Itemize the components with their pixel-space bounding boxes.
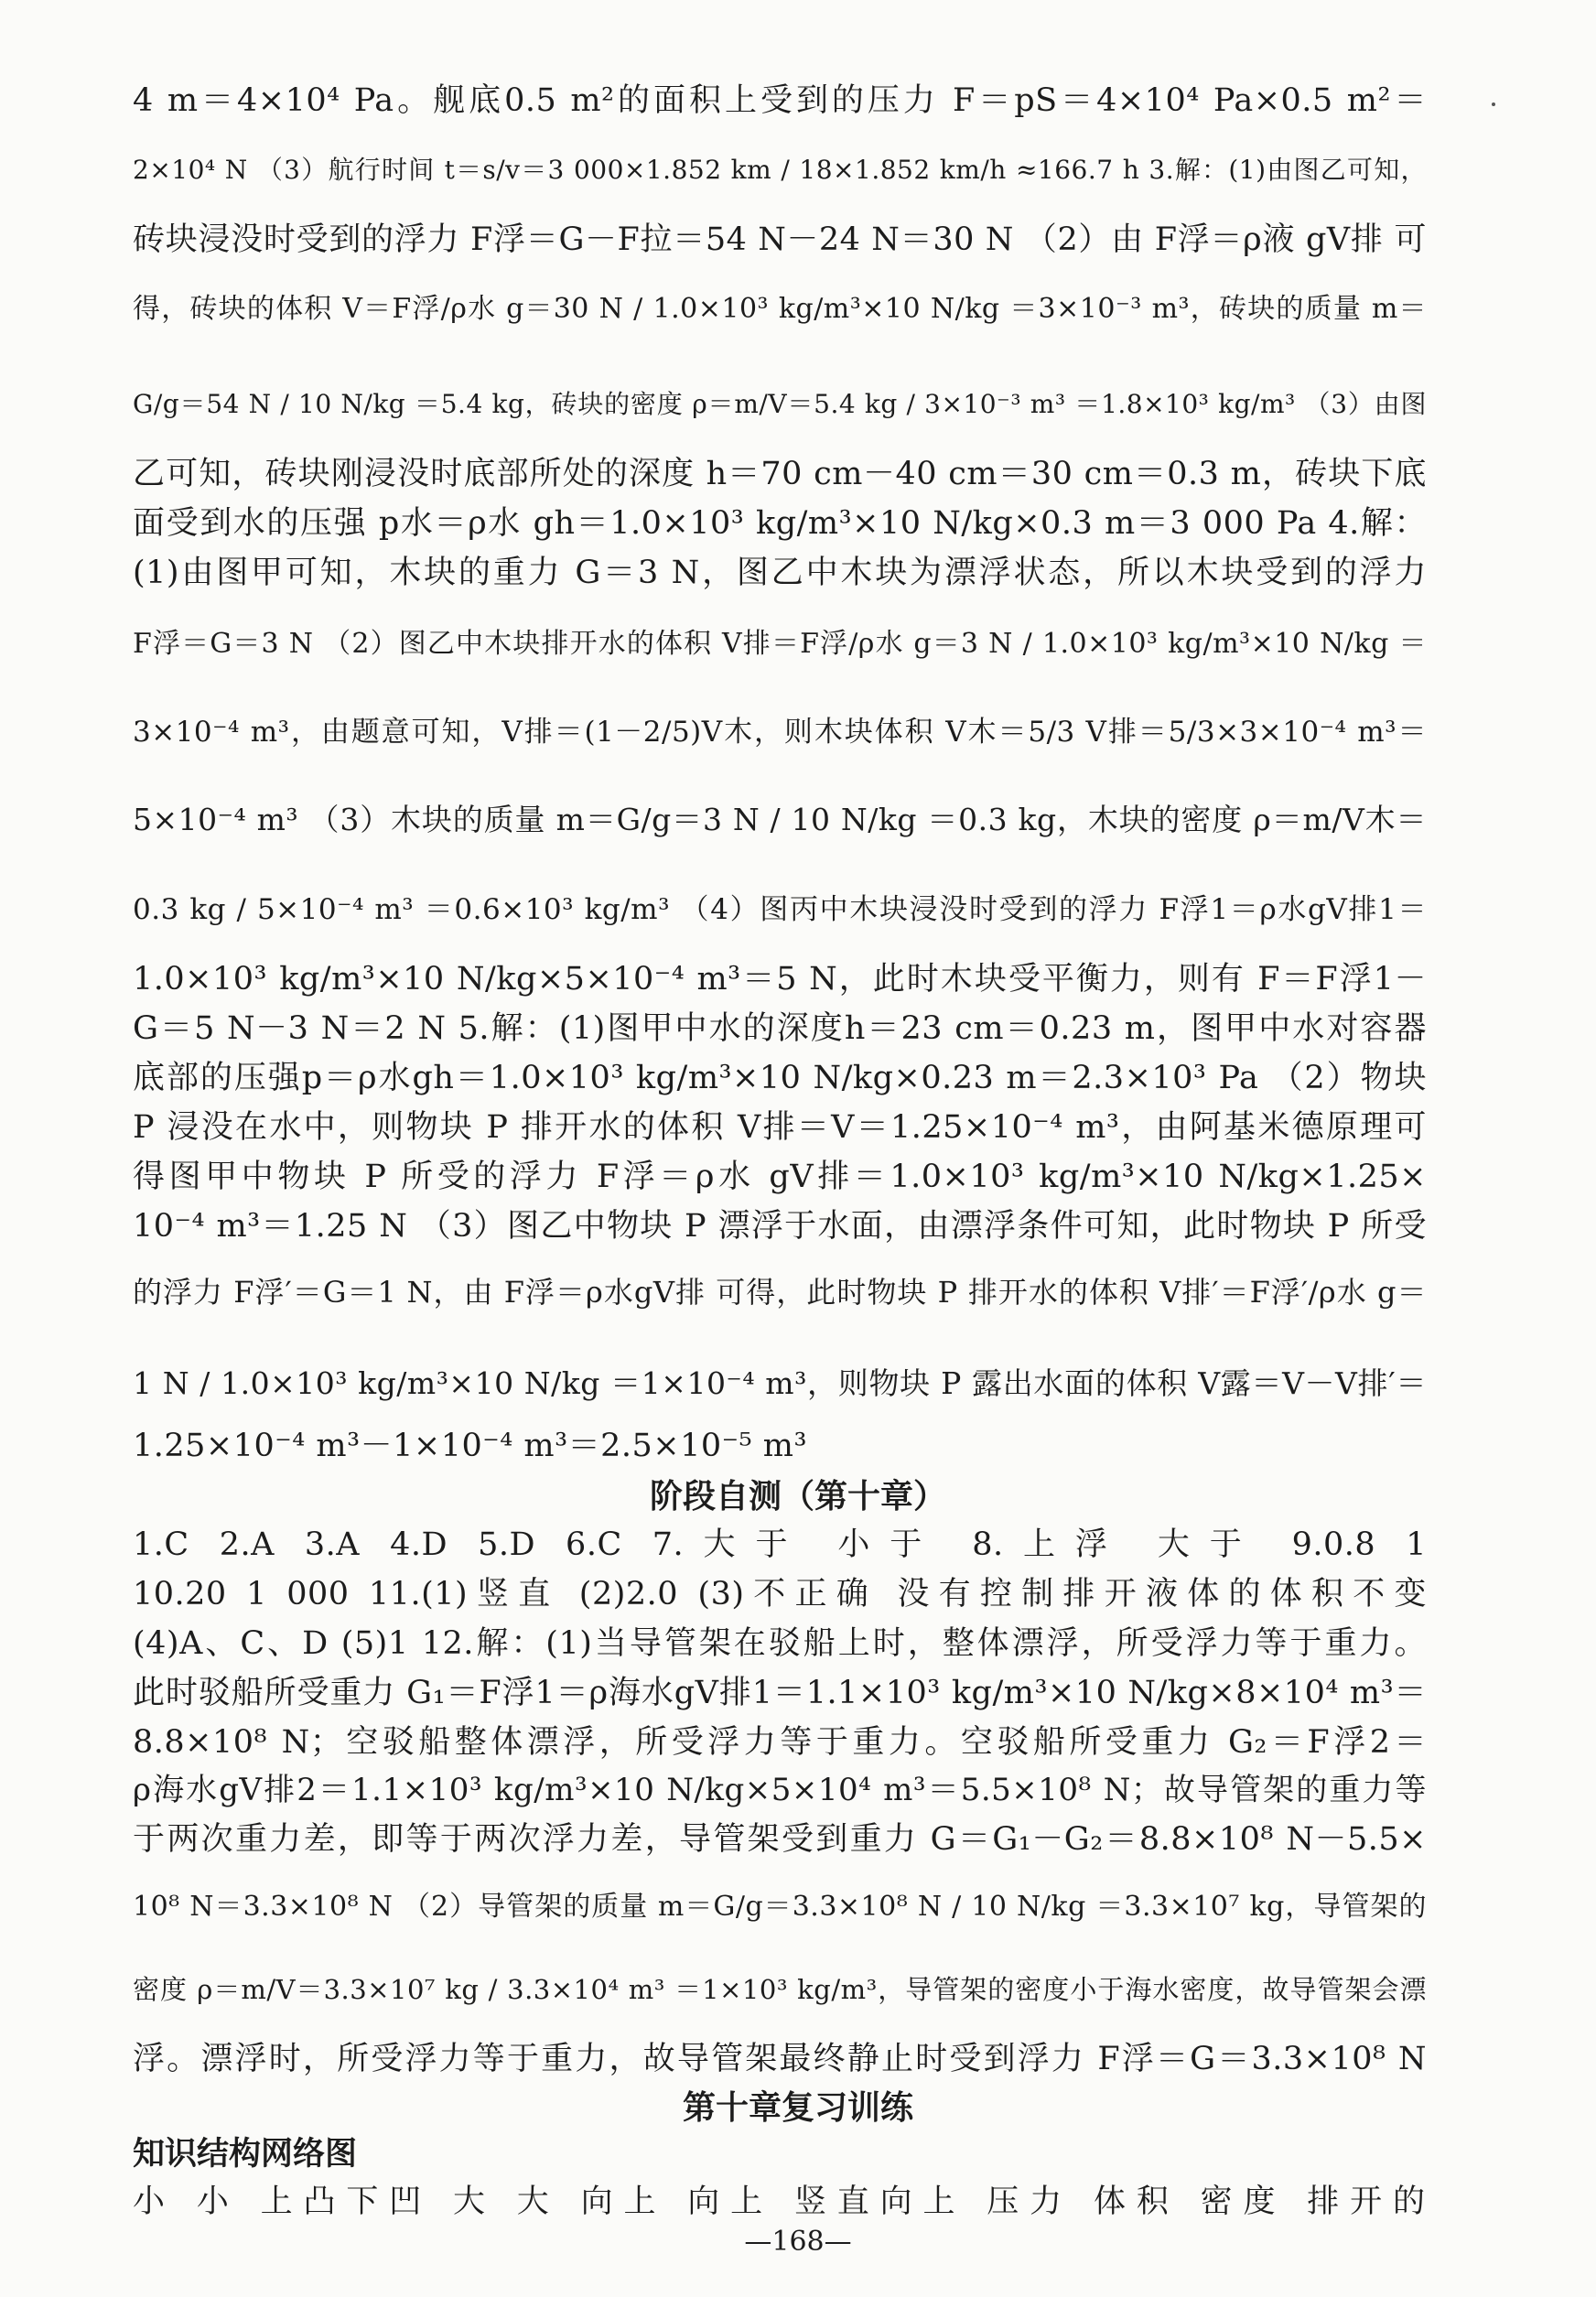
answer-line: 得，砖块的体积 V＝F浮/ρ水 g＝30 N / 1.0×10³ kg/m³×10 N/kg ＝3×10⁻³ m³，砖块的质量 m＝ — [133, 293, 1427, 325]
answer-line: 1 N / 1.0×10³ kg/m³×10 N/kg ＝1×10⁻⁴ m³，则物块 P 露出水面的体积 V露＝V－V排′＝ — [133, 1365, 1427, 1401]
answer-line: 4 m＝4×10⁴ Pa。舰底0.5 m²的面积上受到的压力 F＝pS＝4×10⁴ Pa×0.5 m²＝ — [133, 82, 1427, 119]
answer-line: 5×10⁻⁴ m³ （3）木块的质量 m＝G/g＝3 N / 10 N/kg ＝0.3 kg，木块的密度 ρ＝m/V木＝ — [133, 802, 1427, 837]
answer-line: G/g＝54 N / 10 N/kg ＝5.4 kg，砖块的密度 ρ＝m/V＝5.4 kg / 3×10⁻³ m³ ＝1.8×10³ kg/m³ （3）由图 — [133, 389, 1427, 419]
scan-speck — [1492, 102, 1495, 106]
subheading-knowledge-map: 知识结构网络图 — [133, 2136, 358, 2173]
answer-line: 于两次重力差，即等于两次浮力差，导管架受到重力 G＝G₁－G₂＝8.8×10⁸ N－5.5× — [133, 1821, 1427, 1858]
answer-line: 8.8×10⁸ N；空驳船整体漂浮，所受浮力等于重力。空驳船所受重力 G₂＝F浮2＝ — [133, 1724, 1427, 1761]
answer-line: 1.0×10³ kg/m³×10 N/kg×5×10⁻⁴ m³＝5 N，此时木块受平衡力，则有 F＝F浮1－ — [133, 961, 1427, 998]
answer-line: 10⁸ N＝3.3×10⁸ N （2）导管架的质量 m＝G/g＝3.3×10⁸ N / 10 N/kg ＝3.3×10⁷ kg，导管架的 — [133, 1891, 1427, 1923]
answer-line: 密度 ρ＝m/V＝3.3×10⁷ kg / 3.3×10⁴ m³ ＝1×10³ kg/m³，导管架的密度小于海水密度，故导管架会漂 — [133, 1974, 1427, 2005]
answer-line: G＝5 N－3 N＝2 N 5.解：(1)图甲中水的深度h＝23 cm＝0.23 m，图甲中水对容器 — [133, 1010, 1427, 1047]
answer-line: (4)A、C、D (5)1 12.解：(1)当导管架在驳船上时，整体漂浮，所受浮力等于重力。 — [133, 1625, 1427, 1662]
answer-line: P 浸没在水中，则物块 P 排开水的体积 V排＝V＝1.25×10⁻⁴ m³，由阿基米德原理可 — [133, 1109, 1427, 1146]
answer-line: 得图甲中物块 P 所受的浮力 F浮＝ρ水 gV排＝1.0×10³ kg/m³×10 N/kg×1.25× — [133, 1159, 1427, 1195]
answer-line: 底部的压强p＝ρ水gh＝1.0×10³ kg/m³×10 N/kg×0.23 m＝2.3×10³ Pa （2）物块 — [133, 1060, 1427, 1096]
answer-line: 3×10⁻⁴ m³，由题意可知，V排＝(1－2/5)V木，则木块体积 V木＝5/3 V排＝5/3×3×10⁻⁴ m³＝ — [133, 716, 1427, 749]
answer-line: 10⁻⁴ m³＝1.25 N （3）图乙中物块 P 漂浮于水面，由漂浮条件可知，此时物块 P 所受 — [133, 1208, 1427, 1245]
answer-line: 1.25×10⁻⁴ m³－1×10⁻⁴ m³＝2.5×10⁻⁵ m³ — [133, 1428, 807, 1464]
knowledge-answers: 小 小 上凸下凹 大 大 向上 向上 竖直向上 压力 体积 密度 排开的 — [133, 2184, 1427, 2220]
answer-line: ρ海水gV排2＝1.1×10³ kg/m³×10 N/kg×5×10⁴ m³＝5.5×10⁸ N；故导管架的重力等 — [133, 1772, 1427, 1808]
answer-line: 浮。漂浮时，所受浮力等于重力，故导管架最终静止时受到浮力 F浮＝G＝3.3×10⁸ N — [133, 2041, 1427, 2077]
answer-line: 2×10⁴ N （3）航行时间 t＝s/v＝3 000×1.852 km / 18×1.852 km/h ≈166.7 h 3.解：(1)由图乙可知， — [133, 155, 1427, 185]
answer-line: 面受到水的压强 p水＝ρ水 gh＝1.0×10³ kg/m³×10 N/kg×0.3 m＝3 000 Pa 4.解： — [133, 505, 1427, 542]
section-title-chapter-review: 第十章复习训练 — [682, 2089, 913, 2127]
section-title-stage-test: 阶段自测（第十章） — [649, 1478, 946, 1515]
answer-line: 1.C 2.A 3.A 4.D 5.D 6.C 7.大于 小于 8.上浮 大于 9.0.8 1 — [133, 1526, 1427, 1563]
answer-line: 的浮力 F浮′＝G＝1 N，由 F浮＝ρ水gV排 可得，此时物块 P 排开水的体积 V排′＝F浮′/ρ水 g＝ — [133, 1275, 1427, 1310]
answer-line: 10.20 1 000 11.(1)竖直 (2)2.0 (3)不正确 没有控制排开液体的体积不变 — [133, 1576, 1427, 1612]
page-number: —168— — [744, 2226, 852, 2258]
answer-line: 乙可知，砖块刚浸没时底部所处的深度 h＝70 cm－40 cm＝30 cm＝0.3 m，砖块下底 — [133, 456, 1427, 492]
answer-line: 砖块浸没时受到的浮力 F浮＝G－F拉＝54 N－24 N＝30 N （2）由 F浮＝ρ液 gV排 可 — [133, 221, 1427, 258]
answer-line: F浮＝G＝3 N （2）图乙中木块排开水的体积 V排＝F浮/ρ水 g＝3 N / 1.0×10³ kg/m³×10 N/kg ＝ — [133, 628, 1427, 660]
answer-line: (1)由图甲可知，木块的重力 G＝3 N，图乙中木块为漂浮状态，所以木块受到的浮力 — [133, 555, 1427, 591]
answer-line: 0.3 kg / 5×10⁻⁴ m³ ＝0.6×10³ kg/m³ （4）图丙中木块浸没时受到的浮力 F浮1＝ρ水gV排1＝ — [133, 893, 1427, 926]
answer-line: 此时驳船所受重力 G₁＝F浮1＝ρ海水gV排1＝1.1×10³ kg/m³×10 N/kg×8×10⁴ m³＝ — [133, 1675, 1427, 1711]
